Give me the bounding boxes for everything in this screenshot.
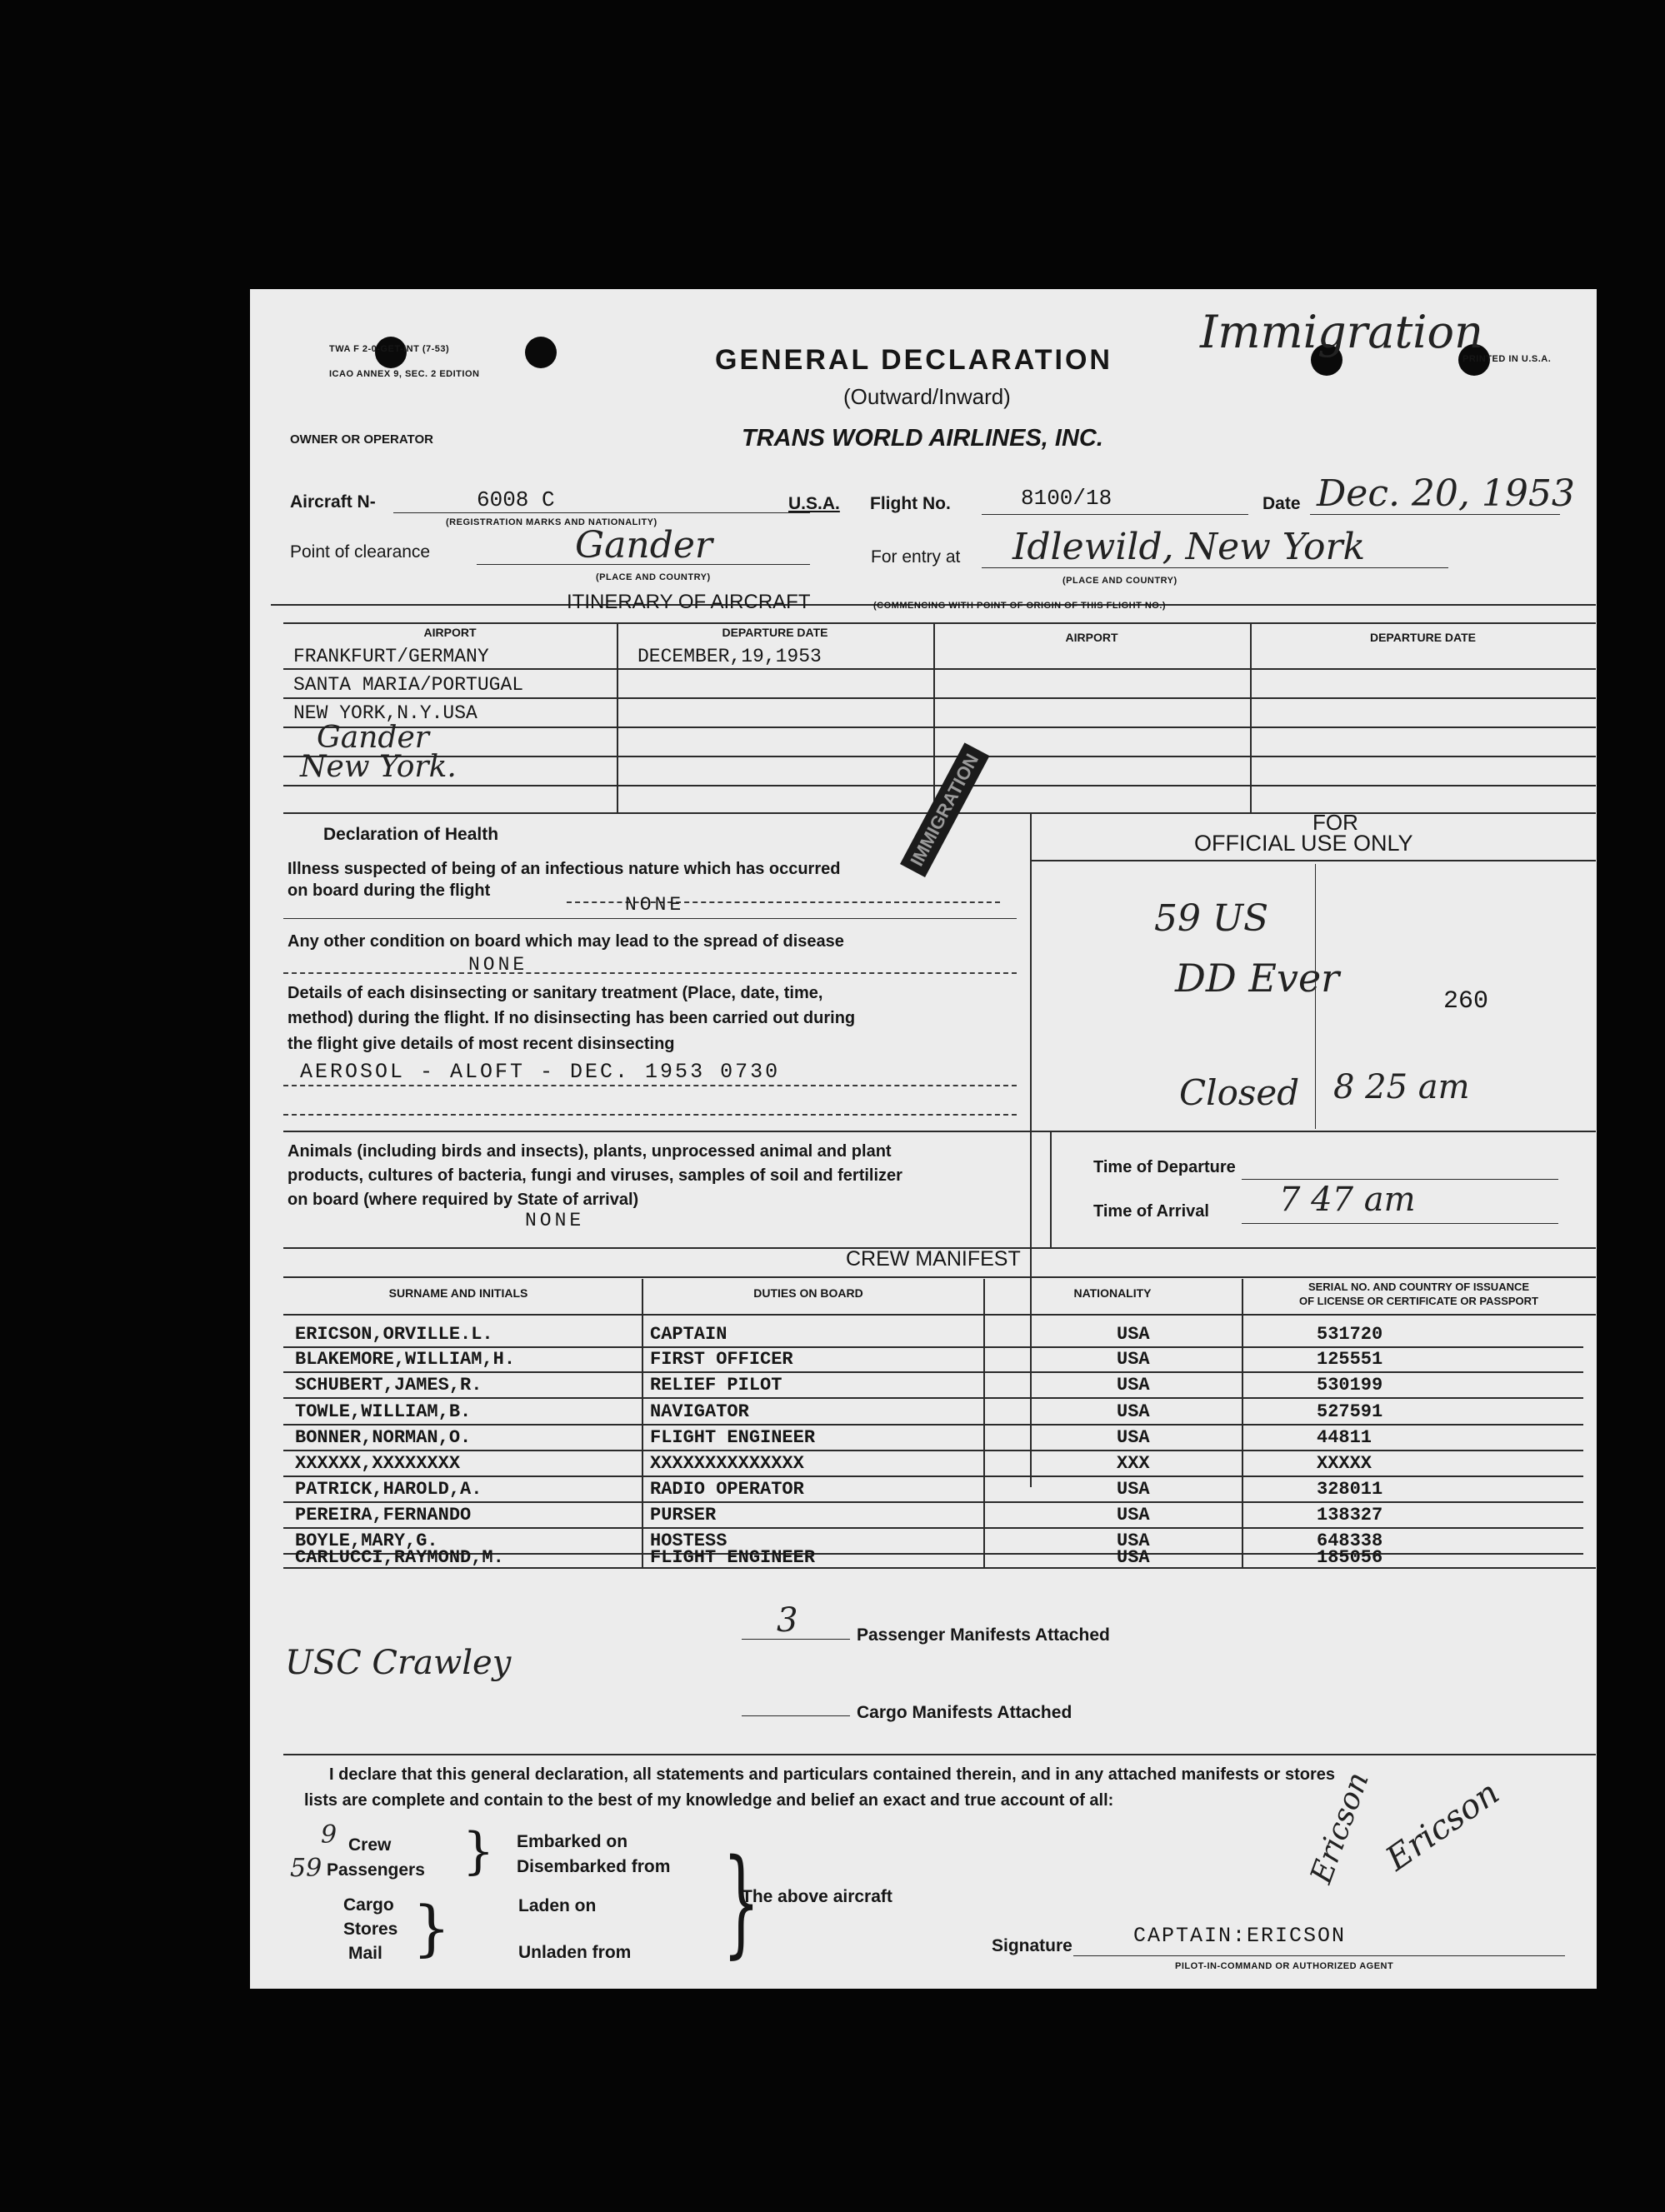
signature-caption: PILOT-IN-COMMAND OR AUTHORIZED AGENT [1175, 1961, 1394, 1971]
health-a1: NONE [625, 894, 685, 916]
brace-icon: } [462, 1822, 495, 1880]
crew-header-nationality: NATIONALITY [1073, 1286, 1152, 1300]
crew-header-serial-1: SERIAL NO. AND COUNTRY OF ISSUANCE [1308, 1281, 1530, 1293]
crew-serial: 648338 [1317, 1530, 1383, 1551]
official-title-1: FOR [1312, 810, 1358, 835]
unladen-label: Unladen from [518, 1943, 632, 1962]
official-hand-4: 8 25 am [1333, 1068, 1470, 1106]
crew-duty: RADIO OPERATOR [650, 1479, 804, 1500]
crew-duty: FIRST OFFICER [650, 1349, 793, 1370]
crew-serial: 44811 [1317, 1427, 1372, 1448]
crew-name: BOYLE,MARY,G. [295, 1530, 438, 1551]
crew-serial: 530199 [1317, 1375, 1383, 1396]
place-caption: (PLACE AND COUNTRY) [596, 572, 711, 582]
declaration-form [250, 289, 1597, 1989]
flight-label: Flight No. [870, 494, 951, 513]
brace-icon: } [412, 1893, 451, 1963]
disembarked-label: Disembarked from [517, 1857, 671, 1876]
date-label: Date [1262, 494, 1301, 513]
crew-header-duties: DUTIES ON BOARD [753, 1286, 863, 1300]
crew-duty: PURSER [650, 1505, 717, 1525]
health-q3-line2: method) during the flight. If no disinsecting has been carried out during [288, 1009, 856, 1027]
row-rule [283, 1397, 1583, 1399]
crew-duty: RELIEF PILOT [650, 1375, 782, 1396]
crew-duty: NAVIGATOR [650, 1401, 749, 1422]
crew-row [283, 1503, 1583, 1529]
cargo-manifest-label: Cargo Manifests Attached [857, 1703, 1072, 1722]
crew-nat: USA [1117, 1505, 1150, 1525]
official-number: 260 [1443, 987, 1489, 1016]
health-q2: Any other condition on board which may lead to the spread of disease [288, 932, 844, 951]
crew-row [283, 1322, 1583, 1348]
crew-nat: USA [1117, 1375, 1150, 1396]
aircraft-value: 6008 C [477, 487, 555, 512]
stores-label: Stores [343, 1920, 398, 1939]
itin-airport-2: SANTA MARIA/PORTUGAL [293, 674, 524, 696]
crew-name: BLAKEMORE,WILLIAM,H. [295, 1349, 516, 1370]
brace-icon: } [722, 1835, 760, 1970]
health-q1-line1: Illness suspected of being of an infectious nature which has occurred [288, 860, 841, 878]
itin-airport-3: NEW YORK,N.Y.USA [293, 702, 478, 724]
signature-label: Signature [992, 1936, 1072, 1955]
crew-header-serial-2: OF LICENSE OR CERTIFICATE OR PASSPORT [1299, 1295, 1538, 1307]
crew-nat: USA [1117, 1547, 1150, 1568]
owner-label: OWNER OR OPERATOR [290, 432, 433, 447]
crew-serial: 125551 [1317, 1349, 1383, 1370]
crew-nat: USA [1117, 1349, 1150, 1370]
itin-airport-1: FRANKFURT/GERMANY [293, 646, 489, 667]
entry-label: For entry at [871, 547, 961, 567]
time-departure-label: Time of Departure [1093, 1158, 1236, 1176]
health-a2: NONE [468, 954, 528, 976]
crew-row [283, 1477, 1583, 1503]
crew-nat: USA [1117, 1401, 1150, 1422]
mail-label: Mail [348, 1944, 382, 1963]
form-title: GENERAL DECLARATION [715, 344, 1112, 376]
health-a3: AEROSOL - ALOFT - DEC. 1953 0730 [300, 1060, 781, 1084]
crew-serial: XXXXX [1317, 1453, 1372, 1474]
pax-label: Passengers [327, 1860, 425, 1880]
hand-signature-1: Ericson [1304, 1767, 1376, 1889]
crew-row [283, 1400, 1583, 1426]
crew-duty: XXXXXXXXXXXXXX [650, 1453, 804, 1474]
animals-line3: on board (where required by State of arrival) [288, 1191, 639, 1209]
crew-duty: FLIGHT ENGINEER [650, 1427, 816, 1448]
clearance-value: Gander [575, 524, 712, 567]
clearance-label: Point of clearance [290, 542, 431, 562]
place-caption-2: (PLACE AND COUNTRY) [1062, 576, 1178, 586]
itin-header-airport-2: AIRPORT [1065, 631, 1118, 644]
aircraft-label: Aircraft N- [290, 492, 376, 512]
usa-label: U.S.A. [788, 494, 840, 513]
entry-value: Idlewild, New York [1012, 526, 1366, 568]
declaration-line1: I declare that this general declaration, all statements and particulars contained therein, and in any attached manifests or stores [329, 1765, 1336, 1784]
crew-nat: USA [1117, 1479, 1150, 1500]
crew-name: CARLUCCI,RAYMOND,M. [295, 1547, 504, 1568]
crew-row [283, 1426, 1583, 1451]
crew-nat: USA [1117, 1324, 1150, 1345]
crew-serial: 185056 [1317, 1547, 1383, 1568]
health-title: Declaration of Health [323, 825, 499, 844]
crew-title: CREW MANIFEST [846, 1247, 1021, 1271]
above-aircraft-label: The above aircraft [742, 1887, 892, 1906]
crew-name: PEREIRA,FERNANDO [295, 1505, 472, 1525]
crew-serial: 527591 [1317, 1401, 1383, 1422]
crew-name: BONNER,NORMAN,O. [295, 1427, 472, 1448]
company-name: TRANS WORLD AIRLINES, INC. [742, 425, 1103, 452]
official-title-2: OFFICIAL USE ONLY [1194, 831, 1413, 856]
crew-name: XXXXXX,XXXXXXXX [295, 1453, 461, 1474]
official-hand-3: Closed [1179, 1072, 1300, 1113]
signature-value: CAPTAIN:ERICSON [1133, 1924, 1347, 1948]
immigration-stamp: IMMIGRATION [900, 743, 989, 877]
crew-name: TOWLE,WILLIAM,B. [295, 1401, 472, 1422]
form-code-2: ICAO ANNEX 9, SEC. 2 EDITION [329, 369, 480, 379]
handwritten-immigration: Immigration [1200, 306, 1483, 358]
declaration-line2: lists are complete and contain to the best of my knowledge and belief an exact and true account of all: [304, 1791, 1114, 1810]
animals-line2: products, cultures of bacteria, fungi and viruses, samples of soil and fertilizer [288, 1166, 902, 1185]
crew-serial: 328011 [1317, 1479, 1383, 1500]
crew-nat: USA [1117, 1530, 1150, 1551]
health-q3-line3: the flight give details of most recent disinsecting [288, 1035, 675, 1053]
itin-header-date: DEPARTURE DATE [722, 626, 828, 639]
crew-name: ERICSON,ORVILLE.L. [295, 1324, 493, 1345]
itinerary-title: ITINERARY OF AIRCRAFT [567, 591, 811, 613]
itin-header-date-2: DEPARTURE DATE [1369, 631, 1477, 644]
itin-header-airport: AIRPORT [423, 626, 477, 639]
registration-caption: (REGISTRATION MARKS AND NATIONALITY) [446, 517, 658, 527]
form-code-1: TWA F 2-0-GET-INT (7-53) [329, 344, 450, 354]
crew-label: Crew [348, 1835, 392, 1855]
health-q3-line1: Details of each disinsecting or sanitary treatment (Place, date, time, [288, 984, 823, 1002]
hand-note-usc: USC Crawley [285, 1644, 512, 1682]
itinerary-subtitle: (COMMENCING WITH POINT OF ORIGIN OF THIS FLIGHT NO.) [873, 601, 1167, 611]
itin-departure-date: DECEMBER,19,1953 [638, 646, 822, 667]
time-arrival-value: 7 47 am [1279, 1181, 1416, 1219]
crew-name: PATRICK,HAROLD,A. [295, 1479, 482, 1500]
crew-count: 9 [321, 1820, 338, 1850]
flight-value: 8100/18 [1021, 486, 1112, 511]
health-q1-line2: on board during the flight [288, 881, 491, 900]
crew-header-name: SURNAME AND INITIALS [388, 1286, 528, 1300]
official-hand-2: DD Ever [1175, 956, 1340, 1001]
crew-nat: USA [1117, 1427, 1150, 1448]
punch-hole [525, 337, 557, 368]
itin-hand-1: Gander [317, 721, 429, 755]
laden-label: Laden on [518, 1896, 597, 1915]
printed-label: PRINTED IN U.S.A. [1462, 354, 1552, 364]
pax-count: 59 [290, 1854, 322, 1883]
crew-row [283, 1373, 1583, 1399]
passenger-count: 3 [777, 1601, 798, 1640]
time-arrival-label: Time of Arrival [1093, 1202, 1209, 1221]
embarked-label: Embarked on [517, 1832, 628, 1851]
form-subtitle: (Outward/Inward) [843, 384, 1011, 409]
crew-duty: HOSTESS [650, 1530, 728, 1551]
crew-serial: 531720 [1317, 1324, 1383, 1345]
passenger-manifest-label: Passenger Manifests Attached [857, 1625, 1110, 1645]
crew-row [283, 1347, 1583, 1373]
date-value: Dec. 20, 1953 [1317, 472, 1575, 515]
crew-duty: FLIGHT ENGINEER [650, 1547, 816, 1568]
crew-duty: CAPTAIN [650, 1324, 728, 1345]
crew-name: SCHUBERT,JAMES,R. [295, 1375, 482, 1396]
itin-hand-2: New York. [300, 750, 457, 784]
cargo-label: Cargo [343, 1895, 394, 1915]
crew-nat: XXX [1117, 1453, 1150, 1474]
animals-line1: Animals (including birds and insects), plants, unprocessed animal and plant [288, 1142, 892, 1161]
hand-signature-2: Ericson [1379, 1773, 1507, 1879]
crew-serial: 138327 [1317, 1505, 1383, 1525]
official-hand-1: 59 US [1154, 897, 1269, 940]
animals-answer: NONE [525, 1210, 585, 1231]
crew-row [283, 1451, 1583, 1477]
